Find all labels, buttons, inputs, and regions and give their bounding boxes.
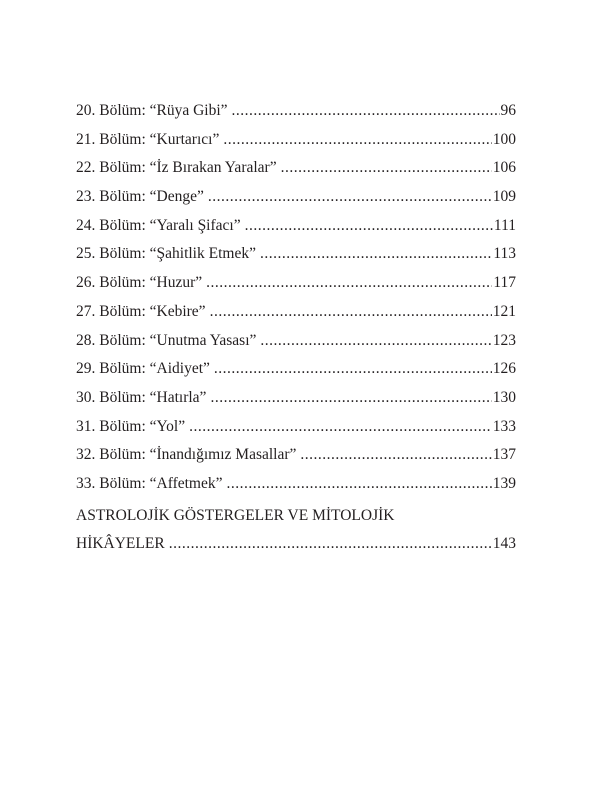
toc-page-number: 100 <box>492 130 516 148</box>
toc-entry-title: 26. Bölüm: “Huzur” <box>76 274 203 292</box>
toc-entry-20[interactable] <box>76 97 516 126</box>
dot-leader <box>232 97 500 126</box>
toc-entry-23[interactable] <box>76 183 516 212</box>
toc-page-number: 123 <box>492 331 516 349</box>
toc-entry-title: 28. Bölüm: “Unutma Yasası” <box>76 331 257 349</box>
toc-page-number: 143 <box>492 535 516 553</box>
toc-entry-29[interactable] <box>76 355 516 384</box>
dot-leader <box>281 154 492 183</box>
dot-leader <box>214 355 492 384</box>
dot-leader <box>169 530 492 559</box>
toc-entry-title: 33. Bölüm: “Affetmek” <box>76 474 223 492</box>
toc-entry-21[interactable] <box>76 126 516 155</box>
toc-entry-title: 32. Bölüm: “İnandığımız Masallar” <box>76 446 297 464</box>
dot-leader <box>189 413 492 442</box>
toc-entry-title: 31. Bölüm: “Yol” <box>76 417 186 435</box>
toc-page-number: 121 <box>492 302 516 320</box>
toc-entry-31[interactable] <box>76 413 516 442</box>
dot-leader <box>223 126 491 155</box>
toc-entry-title: 20. Bölüm: “Rüya Gibi” <box>76 102 228 119</box>
toc-page-number: 109 <box>492 188 516 206</box>
toc-entry-28[interactable] <box>76 327 516 356</box>
dot-leader <box>260 327 491 356</box>
toc-entry-24[interactable] <box>76 212 516 241</box>
toc-section-title-continued: HİKÂYELER <box>76 535 165 553</box>
dot-leader <box>208 183 492 212</box>
toc-entry-title: 30. Bölüm: “Hatırla” <box>76 388 207 406</box>
toc-entry-title: 27. Bölüm: “Kebire” <box>76 302 206 320</box>
toc-entry-32[interactable] <box>76 441 516 470</box>
toc-page-number: 117 <box>493 274 516 292</box>
toc-page-number: 137 <box>492 446 516 464</box>
toc-entry-27[interactable] <box>76 298 516 327</box>
toc-page-number: 96 <box>500 102 516 119</box>
dot-leader <box>300 441 491 470</box>
toc-entry-title: 24. Bölüm: “Yaralı Şifacı” <box>76 216 241 234</box>
toc-section-entry[interactable] <box>76 530 516 559</box>
toc-page-number: 133 <box>492 417 516 435</box>
toc-entry-title: 22. Bölüm: “İz Bırakan Yaralar” <box>76 159 277 177</box>
dot-leader <box>227 470 492 499</box>
dot-leader <box>260 240 492 269</box>
dot-leader <box>245 212 493 241</box>
toc-page-number: 139 <box>492 474 516 492</box>
toc-entry-22[interactable] <box>76 154 516 183</box>
toc-entry-title: 21. Bölüm: “Kurtarıcı” <box>76 130 220 148</box>
toc-page-number: 113 <box>493 245 516 263</box>
dot-leader <box>206 269 492 298</box>
toc-entry-26[interactable] <box>76 269 516 298</box>
toc-entry-title: 25. Bölüm: “Şahitlik Etmek” <box>76 245 256 263</box>
toc-page-number: 106 <box>492 159 516 177</box>
toc-entry-25[interactable] <box>76 240 516 269</box>
toc-entry-33[interactable] <box>76 470 516 499</box>
table-of-contents <box>76 97 516 559</box>
dot-leader <box>210 384 491 413</box>
toc-page-number: 126 <box>492 360 516 378</box>
toc-entry-30[interactable] <box>76 384 516 413</box>
toc-section-title[interactable]: ASTROLOJİK GÖSTERGELER VE MİTOLOJİK <box>76 506 395 524</box>
toc-entry-title: 29. Bölüm: “Aidiyet” <box>76 360 210 378</box>
toc-page-number: 130 <box>492 388 516 406</box>
dot-leader <box>210 298 492 327</box>
toc-page-number: 111 <box>493 216 516 234</box>
toc-entry-title: 23. Bölüm: “Denge” <box>76 188 204 206</box>
